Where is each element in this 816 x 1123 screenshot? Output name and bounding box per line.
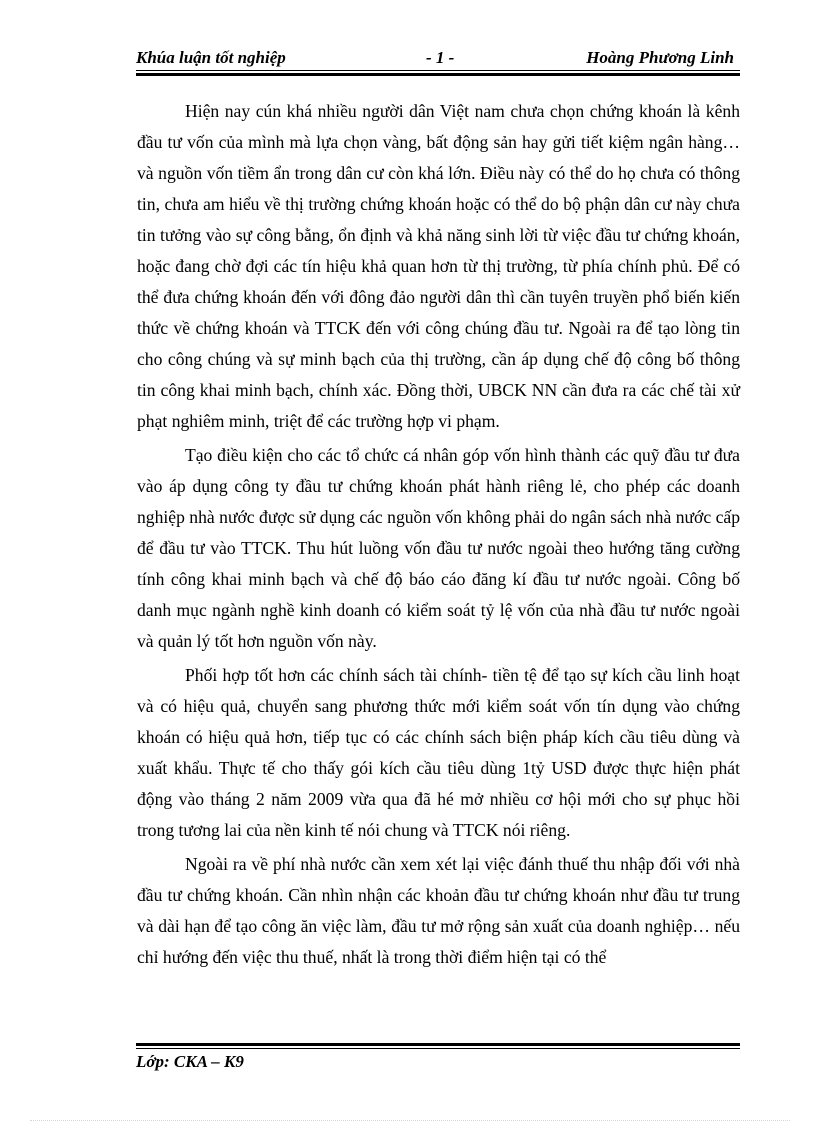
header-author-name: Hoàng Phương Linh	[586, 48, 734, 67]
header-rule-thick	[136, 73, 740, 76]
page-bottom-edge	[30, 1120, 790, 1121]
paragraph-2: Tạo điều kiện cho các tổ chức cá nhân góp vốn hình thành các quỹ đầu tư đưa vào áp dụng công ty đầu tư chứng khoán phát hành riêng lẻ, cho phép các doanh nghiệp nhà nước được sử dụng các nguồn vốn không phải do ngân sách nhà nước cấp để đầu tư vào TTCK. Thu hút luồng vốn đầu tư nước ngoài theo hướng tăng cường tính công khai minh bạch và chế độ báo cáo đăng kí đầu tư nước ngoài. Công bố danh mục ngành nghề kinh doanh có kiểm soát tỷ lệ vốn của nhà đầu tư nước ngoài và quản lý tốt hơn nguồn vốn này.	[137, 445, 740, 651]
header-page-number: - 1 -	[426, 48, 455, 67]
footer-rule-thin	[136, 1048, 740, 1049]
paragraph-4: Ngoài ra về phí nhà nước cần xem xét lại việc đánh thuế thu nhập đối với nhà đầu tư chứng khoán. Cần nhìn nhận các khoản đầu tư chứng khoán như đầu tư trung và dài hạn để tạo công ăn việc làm, đầu tư mở rộng sản xuất của doanh nghiệp… nếu chỉ hướng đến việc thu thuế, nhất là trong thời điểm hiện tại có thể	[137, 854, 740, 967]
paragraph-1: Hiện nay cún khá nhiều người dân Việt nam chưa chọn chứng khoán là kênh đầu tư vốn của mình mà lựa chọn vàng, bất động sản hay gửi tiết kiệm ngân hàng…và nguồn vốn tiềm ẩn trong dân cư còn khá lớn. Điều này có thể do họ chưa có thông tin, chưa am hiểu về thị trường chứng khoán hoặc có thể do bộ phận dân cư này chưa tin tưởng vào sự công bằng, ổn định và khả năng sinh lời từ việc đầu tư chứng khoán, hoặc đang chờ đợi các tín hiệu khả quan hơn từ thị trường, từ phía chính phủ. Để có thể đưa chứng khoán đến với đông đảo người dân thì cần tuyên truyền phổ biến kiến thức về chứng khoán và TTCK đến với công chúng đầu tư. Ngoài ra để tạo lòng tin cho công chúng và sự minh bạch của thị trường, cần áp dụng chế độ công bố thông tin công khai minh bạch, chính xác. Đồng thời, UBCK NN cần đưa ra các chế tài xử phạt nghiêm minh, triệt để các trường hợp vi phạm.	[137, 101, 740, 431]
header-rule-thin	[136, 70, 740, 71]
footer-rule-thick	[136, 1043, 740, 1046]
footer-class-label: Lớp: CKA – K9	[136, 1052, 244, 1071]
paragraph-3: Phối hợp tốt hơn các chính sách tài chính- tiền tệ để tạo sự kích cầu linh hoạt và có hiệu quả, chuyển sang phương thức mới kiểm soát vốn tín dụng vào chứng khoán có hiệu quả hơn, tiếp tục có các chính sách biện pháp kích cầu tiêu dùng và xuất khẩu. Thực tế cho thấy gói kích cầu tiêu dùng 1tỷ USD được thực hiện phát động vào tháng 2 năm 2009 vừa qua đã hé mở nhiều cơ hội mới cho sự phục hồi trong tương lai của nền kinh tế nói chung và TTCK nói riêng.	[137, 665, 740, 840]
page-header	[136, 46, 740, 72]
header-thesis-title: Khúa luận tốt nghiệp	[136, 48, 286, 67]
document-body	[137, 96, 740, 976]
